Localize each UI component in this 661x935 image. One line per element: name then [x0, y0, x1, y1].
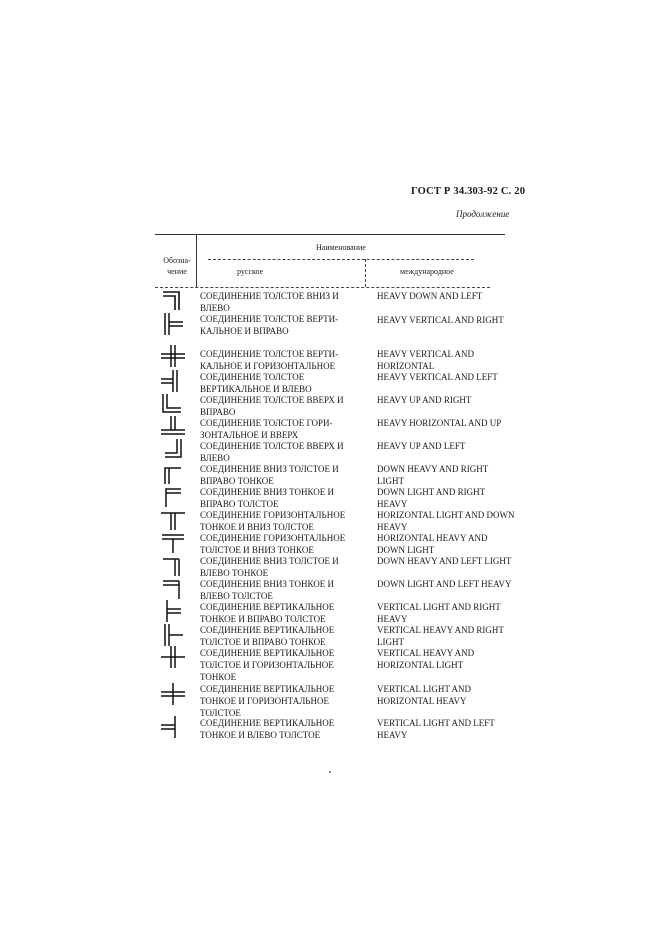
row-russian-name: СОЕДИНЕНИЕ ВЕРТИКАЛЬНОЕ ТОНКОЕ И ВЛЕВО ТОЛСТОЕ [200, 718, 335, 740]
down-heavy-right-light-icon [159, 462, 189, 484]
column-header-name: Наименование [316, 243, 366, 252]
row-russian-name: СОЕДИНЕНИЕ ГОРИЗОНТАЛЬНОЕ ТОЛСТОЕ И ВНИЗ ТОНКОЕ [200, 533, 346, 555]
heavy-down-left-icon [159, 288, 189, 310]
down-light-right-heavy-icon [159, 485, 189, 507]
vertical-heavy-horizontal-light-icon [159, 646, 189, 668]
row-russian-name: СОЕДИНЕНИЕ ТОЛСТОЕ ВЕРТИ-КАЛЬНОЕ И ВПРАВО [200, 314, 339, 336]
vertical-light-left-heavy-icon [159, 716, 189, 738]
heavy-up-right-icon [159, 394, 189, 416]
row-russian-name: СОЕДИНЕНИЕ ВНИЗ ТОЛСТОЕ И ВЛЕВО ТОНКОЕ [200, 556, 339, 578]
column-header-russian: русское [237, 267, 264, 276]
row-russian-name: СОЕДИНЕНИЕ ВНИЗ ТОНКОЕ И ВПРАВО ТОЛСТОЕ [200, 487, 335, 509]
down-light-left-heavy-icon [159, 577, 189, 599]
heavy-horizontal-up-icon [159, 416, 189, 438]
row-russian-name: СОЕДИНЕНИЕ ВНИЗ ТОЛСТОЕ И ВПРАВО ТОНКОЕ [200, 464, 339, 486]
continuation-label: Продолжение [456, 209, 510, 219]
row-international-name: DOWN HEAVY AND LEFT LIGHT [377, 556, 512, 566]
heavy-vertical-left-icon [159, 370, 189, 392]
row-russian-name: СОЕДИНЕНИЕ ВЕРТИКАЛЬНОЕ ТОНКОЕ И ВПРАВО ТОЛСТОЕ [200, 602, 335, 624]
horizontal-light-down-heavy-icon [159, 508, 189, 530]
row-international-name: DOWN LIGHT AND RIGHT HEAVY [377, 487, 485, 509]
table-header-bottom-rule [155, 287, 490, 288]
row-international-name: VERTICAL HEAVY AND HORIZONTAL LIGHT [377, 648, 475, 670]
row-international-name: HORIZONTAL HEAVY AND DOWN LIGHT [377, 533, 488, 555]
heavy-vertical-horizontal-icon [159, 345, 189, 367]
scan-speck [329, 771, 331, 773]
vertical-heavy-right-light-icon [159, 624, 189, 646]
vertical-light-right-heavy-icon [159, 600, 189, 622]
row-russian-name: СОЕДИНЕНИЕ ВЕРТИКАЛЬНОЕ ТОЛСТОЕ И ВПРАВО ТОНКОЕ [200, 625, 335, 647]
table-header-divider [196, 234, 197, 287]
row-international-name: VERTICAL HEAVY AND RIGHT LIGHT [377, 625, 504, 647]
down-heavy-left-light-icon [159, 554, 189, 576]
row-international-name: DOWN HEAVY AND RIGHT LIGHT [377, 464, 489, 486]
row-international-name: VERTICAL LIGHT AND LEFT HEAVY [377, 718, 495, 740]
row-international-name: HORIZONTAL LIGHT AND DOWN HEAVY [377, 510, 515, 532]
table-top-rule [155, 234, 505, 235]
doc-reference: ГОСТ Р 34.303-92 С. 20 [411, 186, 526, 197]
row-russian-name: СОЕДИНЕНИЕ ТОЛСТОЕ ВНИЗ И ВЛЕВО [200, 291, 339, 313]
row-international-name: HEAVY VERTICAL AND RIGHT [377, 315, 504, 325]
row-russian-name: СОЕДИНЕНИЕ ТОЛСТОЕ ВВЕРХ И ВЛЕВО [200, 441, 344, 463]
row-international-name: HEAVY DOWN AND LEFT [377, 291, 483, 301]
row-international-name: HEAVY UP AND RIGHT [377, 395, 472, 405]
row-international-name: HEAVY VERTICAL AND LEFT [377, 372, 498, 382]
row-russian-name: СОЕДИНЕНИЕ ВЕРТИКАЛЬНОЕ ТОНКОЕ И ГОРИЗОНТАЛЬНОЕ ТОЛСТОЕ [200, 684, 335, 718]
row-russian-name: СОЕДИНЕНИЕ ВЕРТИКАЛЬНОЕ ТОЛСТОЕ И ГОРИЗОНТАЛЬНОЕ ТОНКОЕ [200, 648, 335, 682]
row-international-name: DOWN LIGHT AND LEFT HEAVY [377, 579, 512, 589]
row-russian-name: СОЕДИНЕНИЕ ТОЛСТОЕ ВЕРТИКАЛЬНОЕ И ВЛЕВО [200, 372, 312, 394]
row-international-name: HEAVY VERTICAL AND HORIZONTAL [377, 349, 474, 371]
row-russian-name: СОЕДИНЕНИЕ ТОЛСТОЕ ГОРИ-ЗОНТАЛЬНОЕ И ВВЕРХ [200, 418, 333, 440]
heavy-vertical-right-icon [159, 313, 189, 335]
table-subheader-divider [365, 259, 366, 287]
row-international-name: HEAVY UP AND LEFT [377, 441, 466, 451]
row-international-name: VERTICAL LIGHT AND RIGHT HEAVY [377, 602, 501, 624]
column-header-designation: Обозна- чение [163, 256, 191, 276]
horizontal-heavy-down-light-icon [159, 531, 189, 553]
row-international-name: HEAVY HORIZONTAL AND UP [377, 418, 502, 428]
column-header-international: международное [400, 267, 454, 276]
row-russian-name: СОЕДИНЕНИЕ ВНИЗ ТОНКОЕ И ВЛЕВО ТОЛСТОЕ [200, 579, 335, 601]
row-international-name: VERTICAL LIGHT AND HORIZONTAL HEAVY [377, 684, 471, 706]
row-russian-name: СОЕДИНЕНИЕ ТОЛСТОЕ ВВЕРХ И ВПРАВО [200, 395, 344, 417]
row-russian-name: СОЕДИНЕНИЕ ТОЛСТОЕ ВЕРТИ-КАЛЬНОЕ И ГОРИЗОНТАЛЬНОЕ [200, 349, 339, 371]
table-subheader-rule [208, 259, 474, 260]
vertical-light-horizontal-heavy-icon [159, 683, 189, 705]
row-russian-name: СОЕДИНЕНИЕ ГОРИЗОНТАЛЬНОЕ ТОНКОЕ И ВНИЗ ТОЛСТОЕ [200, 510, 346, 532]
heavy-up-left-icon [159, 439, 189, 461]
